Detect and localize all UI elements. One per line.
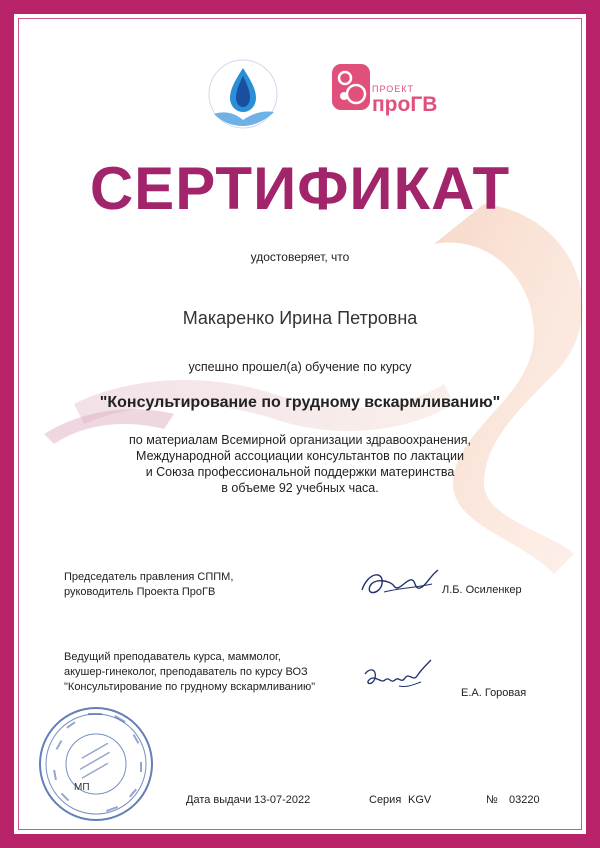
materials-line: по материалам Всемирной организации здравоохранения, (129, 433, 471, 447)
stamp-place-label: МП (74, 782, 90, 793)
issue-date-value: 13-07-2022 (254, 794, 311, 806)
signature-2 (359, 654, 439, 700)
materials-line: и Союза профессиональной поддержки материнства (145, 465, 455, 479)
signatory-2-name: Е.А. Горовая (461, 687, 527, 699)
completion-text: успешно прошел(а) обучение по курсу (188, 360, 412, 374)
materials-line: Международной ассоциации консультантов по лактации (136, 449, 464, 463)
signatory-2-title (64, 650, 315, 695)
signatory-1-name: Л.Б. Осиленкер (442, 584, 522, 596)
official-stamp (36, 704, 156, 824)
issue-date-label: Дата выдачи (186, 794, 252, 806)
course-title: "Консультирование по грудному вскармливанию" (99, 394, 501, 411)
signatory-2-title-line: акушер-гинеколог, преподаватель по курсу ВОЗ (64, 666, 308, 678)
signatory-2-title-line: "Консультирование по грудному вскармливанию" (64, 681, 316, 693)
signatory-1-title-line: руководитель Проекта ПроГВ (64, 586, 216, 598)
series-value: KGV (408, 794, 432, 806)
certificate-page (14, 14, 586, 834)
signatory-1-title (64, 570, 233, 600)
sppm-logo (200, 54, 286, 140)
signatory-1-title-line: Председатель правления СППМ, (64, 571, 234, 583)
course-materials (14, 432, 586, 496)
signatory-2-title-line: Ведущий преподаватель курса, маммолог, (64, 651, 281, 663)
materials-line: в объеме 92 учебных часа. (221, 481, 379, 495)
progv-logo-text: проГВ (372, 93, 438, 116)
number-label: № (486, 794, 498, 806)
signature-1 (354, 562, 444, 602)
series-label: Серия (369, 794, 402, 806)
certificate-title: СЕРТИФИКАТ (89, 155, 511, 222)
recipient-name: Макаренко Ирина Петровна (182, 308, 418, 328)
number-value: 03220 (509, 794, 540, 806)
certifies-text: удостоверяет, что (250, 250, 350, 264)
progv-logo-small-text: ПРОЕКТ (372, 84, 415, 94)
